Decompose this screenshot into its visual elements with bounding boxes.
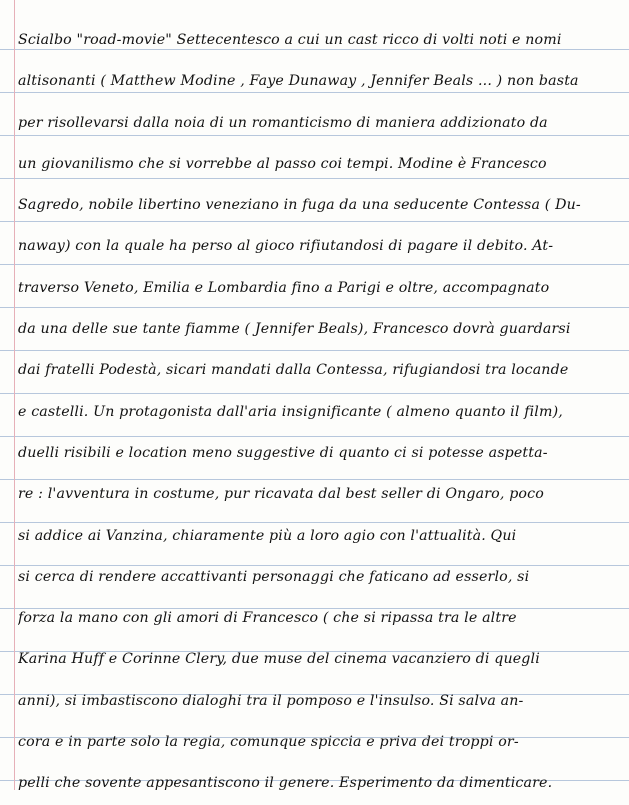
text-line-18: cora e in parte solo la regia, comunque spiccia e priva dei troppi or- <box>18 734 519 751</box>
handwritten-text-block <box>18 20 624 805</box>
text-line-11: duelli risibili e location meno suggestive di quanto ci si potesse aspetta- <box>18 444 548 461</box>
text-line-2: altisonanti ( Matthew Modine , Faye Dunaway , Jennifer Beals ... ) non basta <box>18 73 579 90</box>
text-line-4: un giovanilismo che si vorrebbe al passo coi tempi. Modine è Francesco <box>18 155 547 172</box>
text-line-7: traverso Veneto, Emilia e Lombardia fino a Parigi e oltre, accompagnato <box>18 279 550 296</box>
text-line-12: re : l'avventura in costume, pur ricavata dal best seller di Ongaro, poco <box>18 486 544 503</box>
text-line-16: Karina Huff e Corinne Clery, due muse del cinema vacanziero di quegli <box>18 651 540 668</box>
text-line-15: forza la mano con gli amori di Francesco ( che si ripassa tra le altre <box>18 610 517 627</box>
text-line-1: Scialbo "road-movie" Settecentesco a cui un cast ricco di volti noti e nomi <box>18 32 562 48</box>
text-line-8: da una delle sue tante fiamme ( Jennifer Beals), Francesco dovrà guardarsi <box>18 321 571 338</box>
text-line-14: si cerca di rendere accattivanti personaggi che faticano ad esserlo, si <box>18 568 530 585</box>
text-line-19: pelli che sovente appesantiscono il genere. Esperimento da dimenticare. <box>18 775 553 792</box>
margin-line <box>14 0 15 790</box>
text-line-3: per risollevarsi dalla noia di un romanticismo di maniera addizionato da <box>18 114 548 131</box>
text-line-6: naway) con la quale ha perso al gioco rifiutandosi di pagare il debito. At- <box>18 238 554 255</box>
text-line-10: e castelli. Un protagonista dall'aria insignificante ( almeno quanto il film), <box>18 403 563 420</box>
text-line-17: anni), si imbastiscono dialoghi tra il pomposo e l'insulso. Si salva an- <box>18 692 524 709</box>
text-line-5: Sagredo, nobile libertino veneziano in fuga da una seducente Contessa ( Du- <box>18 197 581 214</box>
text-line-13: si addice ai Vanzina, chiaramente più a loro agio con l'attualità. Qui <box>18 527 517 544</box>
text-line-9: dai fratelli Podestà, sicari mandati dalla Contessa, rifugiandosi tra locande <box>18 362 569 379</box>
